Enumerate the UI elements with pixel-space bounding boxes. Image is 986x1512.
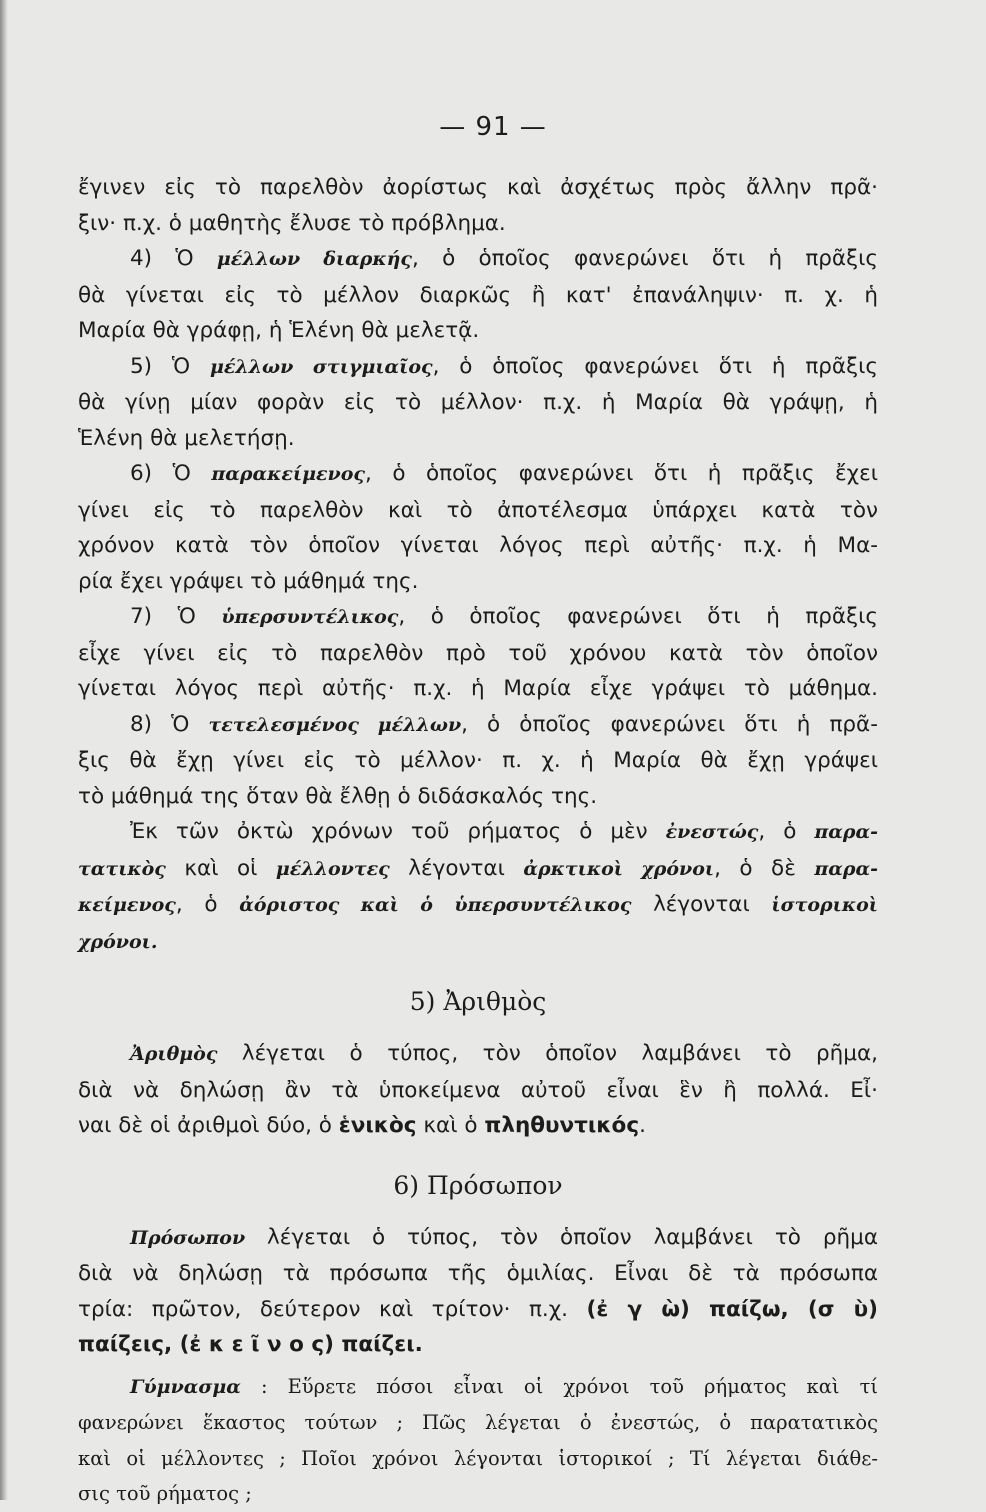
text-line: παίζεις, (ἐ κ ε ῖ ν ο ς) παίζει.	[78, 1332, 423, 1357]
text-line: θὰ γίνῃ μίαν φορὰν εἰς τὸ μέλλον· π.χ. ἡ Μαρία θὰ γράψῃ, ἡ	[78, 390, 878, 415]
page-edge-shadow	[0, 0, 8, 1500]
text-line: ἔγινεν εἰς τὸ παρελθὸν ἀορίστως καὶ ἀσχέτως πρὸς ἄλλην πρᾶ·	[78, 175, 878, 200]
exercise-label: Γύμνασμα	[130, 1375, 241, 1398]
text-line: ναι δὲ οἱ ἀριθμοὶ δύο, ὁ ἑνικὸς καὶ ὁ πληθυντικός.	[78, 1113, 646, 1138]
term-pluperfect: ὑπερσυντέλικος	[221, 606, 399, 628]
exercise-paragraph: Γύμνασμα : Εὕρετε πόσοι εἶναι οἱ χρόνοι τοῦ ρήματος καὶ τί	[130, 1374, 878, 1398]
text-line: τρία: πρῶτον, δεύτερον καὶ τρίτον· π.χ. (ἐ γ ὼ) παίζω, (σ ὺ)	[78, 1296, 878, 1322]
page-body	[78, 170, 878, 1512]
summary-paragraph: Ἐκ τῶν ὀκτὼ χρόνων τοῦ ρήματος ὁ μὲν ἐνεστώς, ὁ παρα-	[130, 819, 878, 844]
text-line: διὰ νὰ δηλώσῃ ἂν τὰ ὑποκείμενα αὐτοῦ εἶναι ἓν ἢ πολλά. Εἶ·	[78, 1077, 878, 1103]
text-line: κείμενος, ὁ ἀόριστος καὶ ὁ ὑπερσυντέλικος λέγονται ἱστορικοὶ	[78, 892, 878, 917]
term-perfect: παρακείμενος	[211, 463, 365, 485]
term-future-continuous: μέλλων διαρκής	[216, 248, 412, 270]
text-line: τὸ μάθημά της ὅταν θὰ ἔλθῃ ὁ διδάσκαλός της.	[78, 783, 598, 809]
text-line: γίνεται λόγος περὶ αὐτῆς· π.χ. ἡ Μαρία εἶχε γράψει τὸ μάθημα.	[78, 676, 878, 701]
section-heading-number: 5) Ἀριθμὸς	[409, 987, 547, 1016]
section-heading-person: 6) Πρόσωπον	[393, 1170, 563, 1200]
text-line: ρία ἔχει γράψει τὸ μάθημά της.	[78, 568, 419, 594]
tense-item-future-perfect: 8) Ὁ τετελεσμένος μέλλων, ὁ ὁποῖος φανερώνει ὅτι ἡ πρᾶ-	[130, 711, 878, 737]
person-definition: Πρόσωπον λέγεται ὁ τύπος, τὸν ὁποῖον λαμβάνει τὸ ρῆμα	[130, 1224, 878, 1250]
text-line: τατικὸς καὶ οἱ μέλλοντες λέγονται ἀρκτικοὶ χρόνοι, ὁ δὲ παρα-	[78, 855, 878, 881]
text-line: εἶχε γίνει εἰς τὸ παρελθὸν πρὸ τοῦ χρόνου κατὰ τὸν ὁποῖον	[78, 640, 878, 666]
text-line: θὰ γίνεται εἰς τὸ μέλλον διαρκῶς ἢ κατ' ἐπανάληψιν· π. χ. ἡ	[78, 282, 878, 308]
text-line: Ἑλένη θὰ μελετήσῃ.	[78, 425, 295, 451]
tense-item-perfect: 6) Ὁ παρακείμενος, ὁ ὁποῖος φανερώνει ὅτι ἡ πρᾶξις ἔχει	[130, 461, 878, 486]
term-future-perfect: τετελεσμένος μέλλων	[208, 713, 462, 736]
text-line: σις τοῦ ρήματος ;	[78, 1482, 252, 1505]
tense-item-future-simple: 5) Ὁ μέλλων στιγμιαῖος, ὁ ὁποῖος φανερώνει ὅτι ἡ πρᾶξις	[130, 353, 878, 379]
text-line: φανερώνει ἕκαστος τούτων ; Πῶς λέγεται ὁ ἐνεστώς, ὁ παρατατικὸς	[78, 1411, 878, 1434]
text-line: Μαρία θὰ γράφῃ, ἡ Ἑλένη θὰ μελετᾷ.	[78, 318, 480, 343]
text-line: χρόνον κατὰ τὸν ὁποῖον γίνεται λόγος περὶ αὐτῆς· π.χ. ἡ Μα-	[78, 533, 878, 558]
text-line: διὰ νὰ δηλώσῃ τὰ πρόσωπα τῆς ὁμιλίας. Εἶναι δὲ τὰ πρόσωπα	[78, 1261, 878, 1286]
number-definition: Ἀριθμὸς λέγεται ὁ τύπος, τὸν ὁποῖον λαμβάνει τὸ ρῆμα,	[130, 1041, 878, 1066]
text-line: ξις θὰ ἔχῃ γίνει εἰς τὸ μέλλον· π. χ. ἡ Μαρία θὰ ἔχῃ γράψει	[78, 748, 878, 773]
text-line: χρόνοι.	[78, 930, 158, 953]
text-line: καὶ οἱ μέλλοντες ; Ποῖοι χρόνοι λέγονται ἱστορικοί ; Τί λέγεται διάθε-	[78, 1446, 878, 1470]
text-line: γίνει εἰς τὸ παρελθὸν καὶ τὸ ἀποτέλεσμα ὑπάρχει κατὰ τὸν	[78, 497, 878, 523]
text-line: ξιν· π.χ. ὁ μαθητὴς ἔλυσε τὸ πρόβλημα.	[78, 210, 506, 236]
page-number: — 91 —	[439, 112, 547, 142]
tense-item-future-continuous: 4) Ὁ μέλλων διαρκής, ὁ ὁποῖος φανερώνει ὅτι ἡ πρᾶξις	[130, 246, 878, 271]
tense-item-pluperfect: 7) Ὁ ὑπερσυντέλικος, ὁ ὁποῖος φανερώνει ὅτι ἡ πρᾶξις	[130, 604, 878, 629]
term-future-simple: μέλλων στιγμιαῖος	[209, 355, 433, 378]
